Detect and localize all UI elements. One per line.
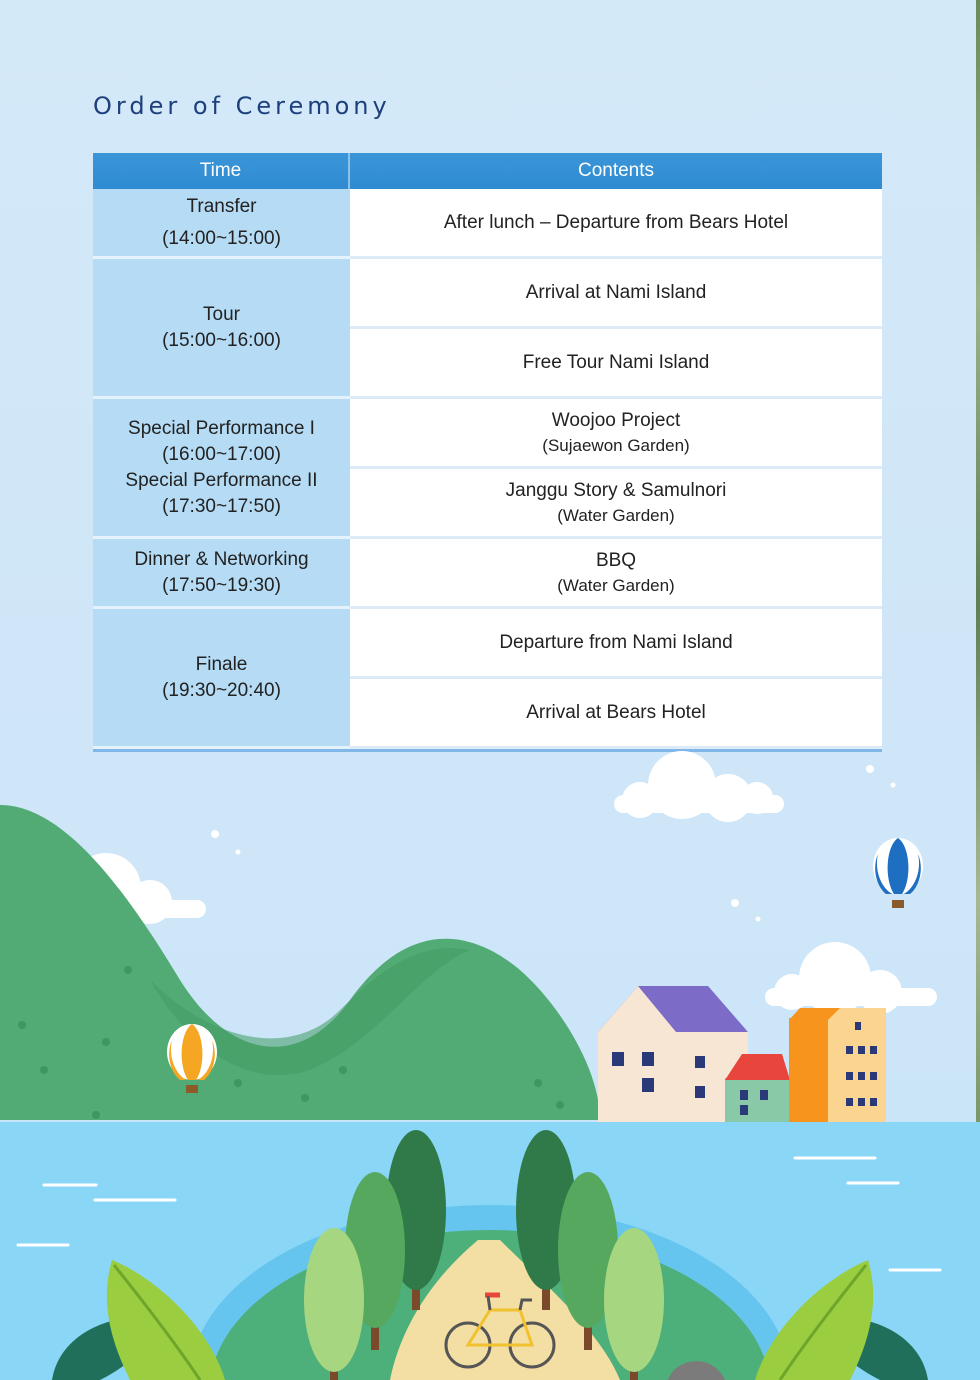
house-icon <box>789 1008 886 1122</box>
time-label: Tour <box>203 303 240 325</box>
content-sub: (Water Garden) <box>557 505 675 525</box>
hot-air-balloon-icon <box>873 838 923 908</box>
time-label: Finale <box>195 653 248 675</box>
content-main: BBQ <box>595 549 637 571</box>
header-contents: Contents <box>350 153 882 189</box>
landscape-illustration <box>0 740 980 1380</box>
time-label: Special Performance II <box>125 469 318 491</box>
time-range: (14:00~15:00) <box>162 227 281 249</box>
content-sub: (Water Garden) <box>557 575 675 595</box>
content-main: Departure from Nami Island <box>499 632 733 653</box>
header-time: Time <box>93 153 350 189</box>
time-range: (15:00~16:00) <box>162 329 281 351</box>
time-special-performance <box>93 399 350 539</box>
time-transfer <box>93 189 350 259</box>
content-row <box>350 399 882 469</box>
content-main: Woojoo Project <box>551 409 681 431</box>
content-main: Arrival at Bears Hotel <box>526 702 706 723</box>
content-row <box>350 259 882 329</box>
content-main: Janggu Story & Samulnori <box>505 479 727 501</box>
cloud-icon <box>614 751 784 822</box>
time-label: Transfer <box>186 195 257 217</box>
time-finale <box>93 609 350 749</box>
content-row <box>350 189 882 259</box>
content-main: After lunch – Departure from Bears Hotel <box>443 212 789 233</box>
time-tour <box>93 259 350 399</box>
page-title: Order of Ceremony <box>93 92 391 120</box>
time-range: (16:00~17:00) <box>162 443 281 465</box>
content-sub: (Sujaewon Garden) <box>542 435 690 455</box>
content-row <box>350 539 882 609</box>
content-main: Free Tour Nami Island <box>522 352 710 373</box>
time-range: (17:50~19:30) <box>162 574 281 596</box>
content-row <box>350 609 882 679</box>
time-label: Dinner & Networking <box>134 548 309 570</box>
content-row <box>350 329 882 399</box>
content-main: Arrival at Nami Island <box>525 282 707 303</box>
schedule-table <box>93 153 882 752</box>
content-row <box>350 469 882 539</box>
time-range: (17:30~17:50) <box>162 495 281 517</box>
time-label: Special Performance I <box>128 417 315 439</box>
time-range: (19:30~20:40) <box>162 679 281 701</box>
cloud-icon <box>765 942 937 1014</box>
time-dinner <box>93 539 350 609</box>
content-row <box>350 679 882 749</box>
